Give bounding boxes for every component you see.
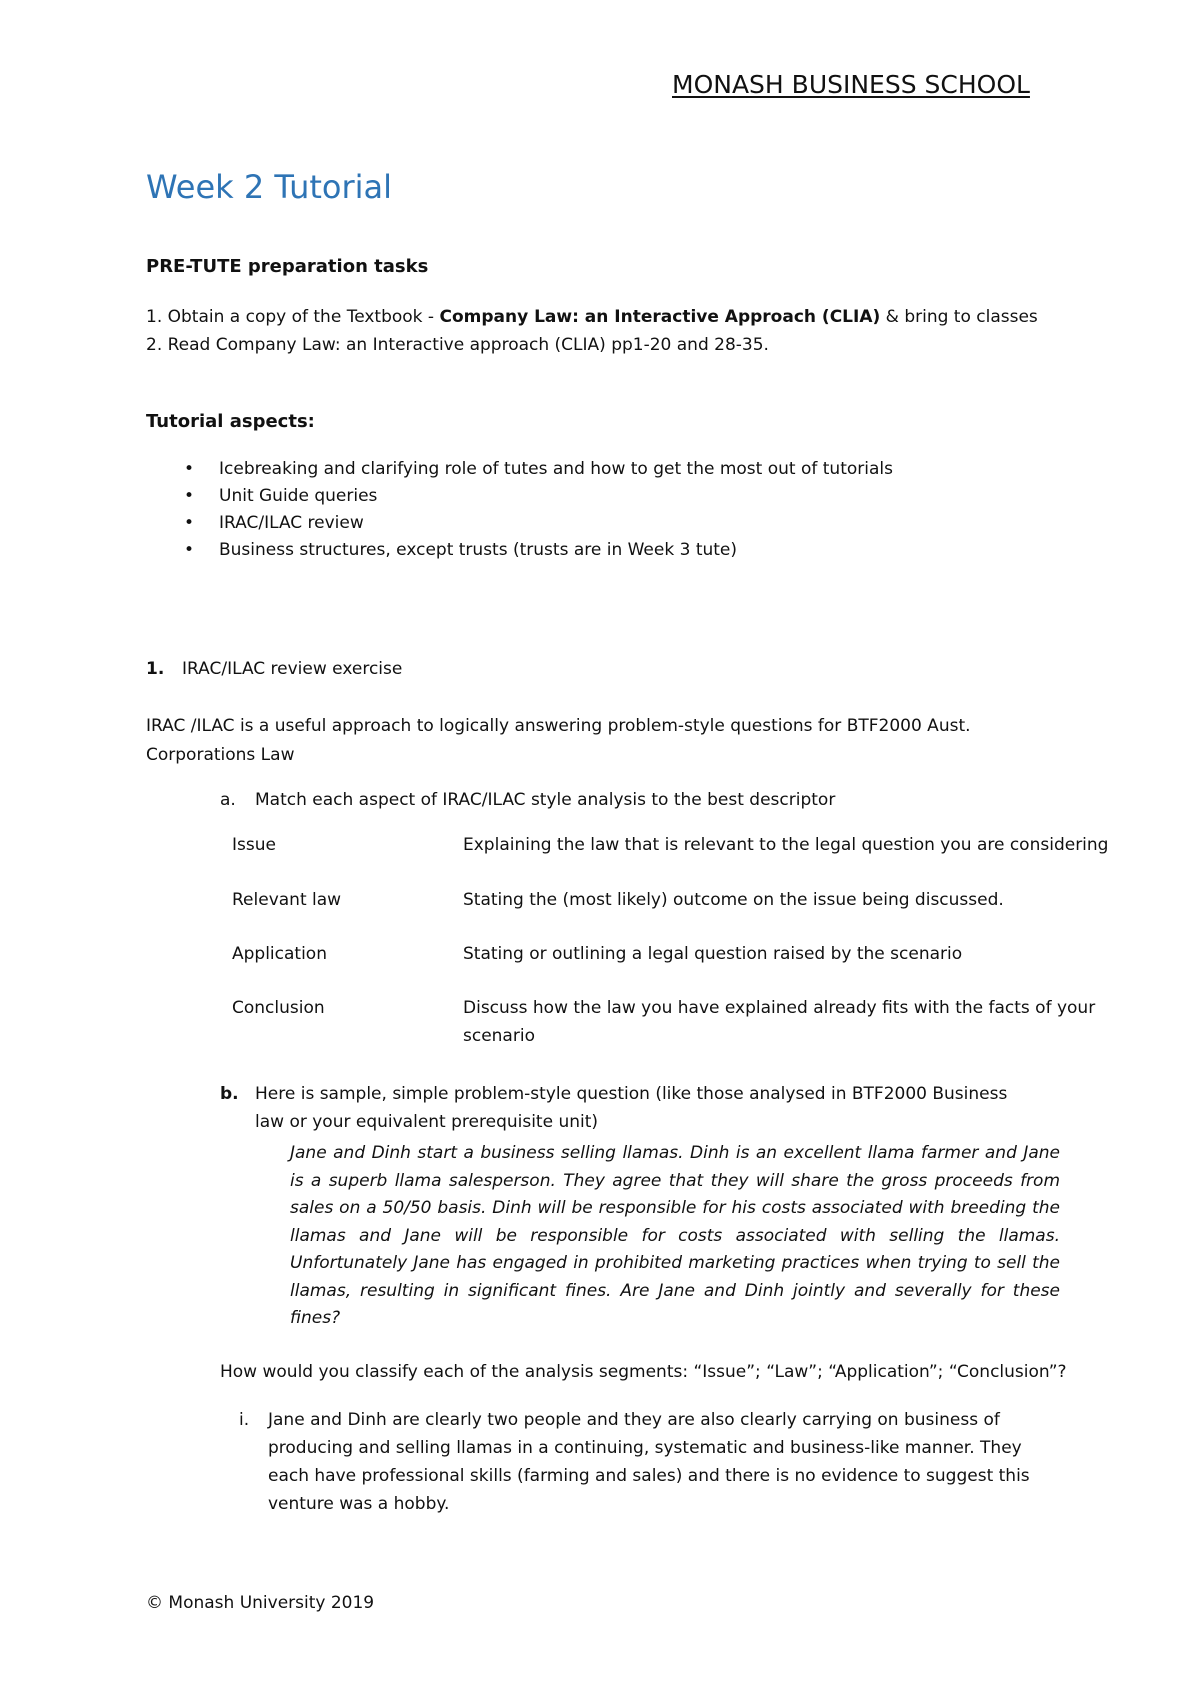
table-row-descriptor-continued: scenario <box>463 1026 535 1046</box>
aspect-item-label: IRAC/ILAC review <box>219 513 364 533</box>
part-a-marker: a. <box>220 790 236 810</box>
part-b-text-line-1: Here is sample, simple problem-style question (like those analysed in BTF2000 Business <box>255 1084 1008 1104</box>
segment-i-text <box>268 1406 1030 1518</box>
classification-question: How would you classify each of the analysis segments: “Issue”; “Law”; “Application”; “Conclusion”? <box>220 1362 1067 1382</box>
textbook-title: Company Law: an Interactive Approach (CLIA) <box>439 307 881 327</box>
table-row-term: Conclusion <box>232 998 325 1018</box>
pretute-item-1-suffix: & bring to classes <box>880 307 1038 327</box>
aspect-item-label: Unit Guide queries <box>219 486 378 506</box>
segment-i-line: each have professional skills (farming and sales) and there is no evidence to suggest this <box>268 1466 1030 1486</box>
bullet-icon: • <box>184 486 195 506</box>
table-row-descriptor: Explaining the law that is relevant to the legal question you are considering <box>463 835 1109 855</box>
part-b-text-line-2: law or your equivalent prerequisite unit) <box>255 1112 599 1132</box>
page-title: Week 2 Tutorial <box>146 168 393 206</box>
aspects-heading: Tutorial aspects: <box>146 411 315 432</box>
bullet-icon: • <box>184 540 195 560</box>
copyright-footer: © Monash University 2019 <box>146 1593 375 1613</box>
table-row-descriptor: Stating the (most likely) outcome on the issue being discussed. <box>463 890 1004 910</box>
part-a-text: Match each aspect of IRAC/ILAC style analysis to the best descriptor <box>255 790 836 810</box>
table-row-descriptor: Discuss how the law you have explained already fits with the facts of your <box>463 998 1096 1018</box>
table-row-descriptor: Stating or outlining a legal question raised by the scenario <box>463 944 963 964</box>
bullet-icon: • <box>184 513 195 533</box>
pretute-item-1 <box>146 307 1038 327</box>
exercise-number: 1. <box>146 659 165 679</box>
exercise-intro-line-1: IRAC /ILAC is a useful approach to logically answering problem-style questions for BTF2000 Aust. <box>146 716 971 736</box>
school-header: MONASH BUSINESS SCHOOL <box>672 70 1030 99</box>
table-row-term: Relevant law <box>232 890 342 910</box>
aspect-item-label: Business structures, except trusts (trusts are in Week 3 tute) <box>219 540 738 560</box>
bullet-icon: • <box>184 459 195 479</box>
segment-i-line: producing and selling llamas in a continuing, systematic and business-like manner. They <box>268 1438 1022 1458</box>
exercise-heading: IRAC/ILAC review exercise <box>182 659 403 679</box>
exercise-intro-line-2: Corporations Law <box>146 745 295 765</box>
pretute-heading: PRE-TUTE preparation tasks <box>146 256 429 277</box>
pretute-item-1-prefix: 1. Obtain a copy of the Textbook - <box>146 307 440 327</box>
segment-i-line: venture was a hobby. <box>268 1494 450 1514</box>
part-b-marker: b. <box>220 1084 239 1104</box>
table-row-term: Issue <box>232 835 276 855</box>
pretute-item-2: 2. Read Company Law: an Interactive approach (CLIA) pp1-20 and 28-35. <box>146 335 769 355</box>
scenario-text: Jane and Dinh start a business selling llamas. Dinh is an excellent llama farmer and Jane is a superb llama salesperson. They agree that they will share the gross proceeds from sales on a 50/50 basis. Dinh will be responsible for his costs associated with breeding the llamas and Jane will be responsible for costs associated with selling the llamas. Unfortunately Jane has engaged in prohibited marketing practices when trying to sell the llamas, resulting in significant fines. Are Jane and Dinh jointly and severally for these fines? <box>290 1143 1060 1328</box>
table-row-term: Application <box>232 944 327 964</box>
segment-i-line: Jane and Dinh are clearly two people and they are also clearly carrying on business of <box>268 1410 1000 1430</box>
aspect-item-label: Icebreaking and clarifying role of tutes and how to get the most out of tutorials <box>219 459 893 479</box>
segment-i-marker: i. <box>239 1410 250 1430</box>
